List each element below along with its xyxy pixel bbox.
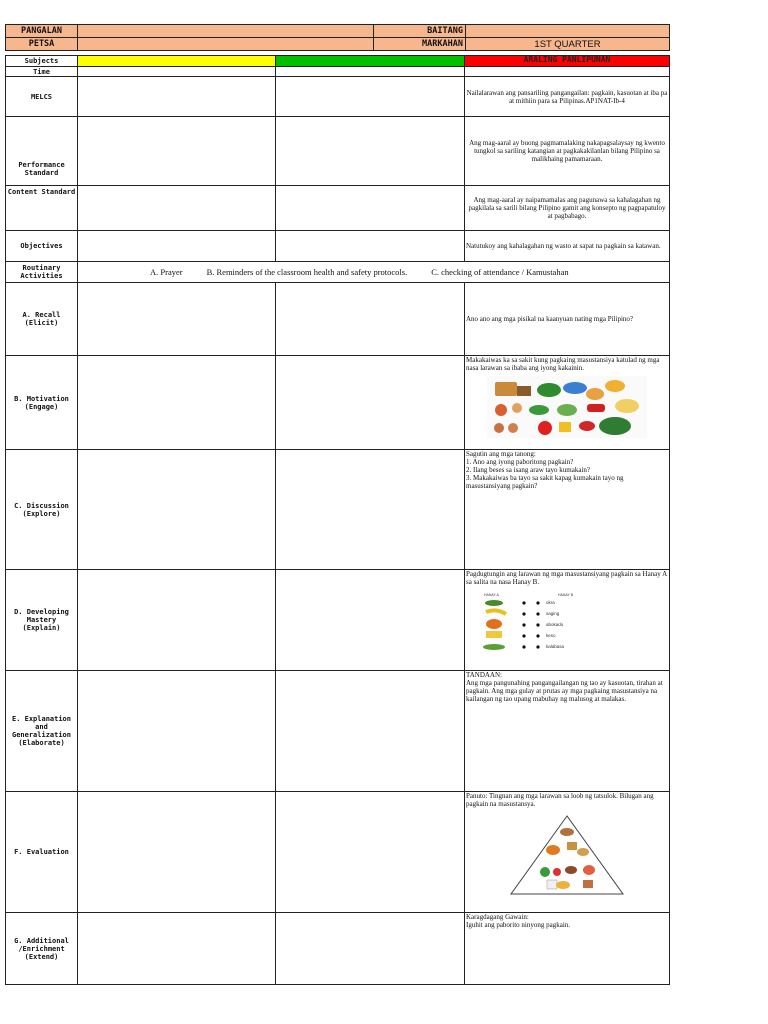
melcs-text: Nailalarawan ang pansariling pangangailan: pagkain, kasuotan at iba pa at mithiin para sa Pilipinas.AP1NAT-Ib-4	[465, 77, 670, 117]
content-standard-cell-1[interactable]	[78, 186, 276, 231]
objectives-label: Objectives	[6, 231, 78, 262]
objectives-cell-1[interactable]	[78, 231, 276, 262]
routine-reminders: B. Reminders of the classroom health and safety protocols.	[206, 267, 408, 277]
lesson-plan-table	[5, 55, 670, 985]
additional-intro: Karagdagang Gawain:	[466, 913, 529, 921]
evaluation-row	[6, 792, 670, 913]
performance-cell-2[interactable]	[276, 117, 465, 186]
word-abokado: abokado	[546, 622, 564, 627]
subjects-label: Subjects	[6, 56, 78, 67]
developing-row	[6, 570, 670, 671]
objectives-cell-2[interactable]	[276, 231, 465, 262]
pangalan-label: PANGALAN	[6, 25, 78, 38]
time-cell-2[interactable]	[276, 67, 465, 77]
subject-2-cell[interactable]	[276, 56, 465, 67]
markahan-value: 1ST QUARTER	[466, 38, 670, 51]
subject-1-cell[interactable]	[78, 56, 276, 67]
time-label: Time	[6, 67, 78, 77]
evaluation-cell-1[interactable]	[78, 792, 276, 913]
healthy-food-image	[487, 376, 647, 438]
motivation-row	[6, 356, 670, 450]
subjects-row	[6, 56, 670, 67]
additional-text: Iguhit ang paborito ninyong pagkain.	[466, 921, 571, 929]
routine-prayer: A. Prayer	[150, 267, 183, 277]
evaluation-content	[465, 792, 670, 913]
recall-cell-2[interactable]	[276, 283, 465, 356]
explanation-label: E. Explanation and Generalization (Elaborate)	[6, 671, 78, 792]
motivation-text: Makakaiwas ka sa sakit kung pagkaing masustansiya katulad ng mga nasa larawan sa ibaba ang iyong kakainin.	[466, 356, 660, 372]
word-okra: okra	[546, 600, 555, 605]
explanation-cell-2[interactable]	[276, 671, 465, 792]
evaluation-text: Panuto: Tingnan ang mga larawan sa loob ng tatsulok. Bilugan ang pagkain na masustansya.	[466, 792, 654, 808]
performance-label: Performance Standard	[6, 117, 78, 186]
additional-content	[465, 913, 670, 985]
avocado-icon	[483, 644, 505, 650]
motivation-cell-2[interactable]	[276, 356, 465, 450]
hanay-b-label: HANAY B	[558, 593, 574, 597]
explanation-cell-1[interactable]	[78, 671, 276, 792]
cheese-icon	[486, 631, 502, 638]
time-cell-3[interactable]	[465, 67, 670, 77]
squash-icon	[486, 619, 502, 629]
routine-attendance: C. checking of attendance / Kamustahan	[431, 267, 569, 277]
hanay-a-label: HANAY A	[484, 593, 499, 597]
explanation-text: Ang mga pangunahing pangangailangan ng tao ay kasuotan, tirahan at pagkain. Ang mga gulay at prutas ay mga pagkaing masustansiya na kailangan ng tao upang mabuhay ng malusog at malakas.	[466, 679, 663, 703]
additional-cell-1[interactable]	[78, 913, 276, 985]
leafy-greens-icon	[537, 383, 561, 397]
motivation-content	[465, 356, 670, 450]
developing-cell-2[interactable]	[276, 570, 465, 671]
discussion-label: C. Discussion (Explore)	[6, 450, 78, 570]
broccoli-icon	[599, 417, 631, 435]
objectives-row	[6, 231, 670, 262]
performance-cell-1[interactable]	[78, 117, 276, 186]
developing-text: Pagdugtungin ang larawan ng mga masustansiyang pagkain sa Hanay A sa salita na nasa Hanay B.	[466, 570, 667, 586]
performance-text: Ang mag-aaral ay buong pagmamalaking nakapagsalaysay ng kwento tungkol sa sariling katangian at pagkakakilanlan bilang Pilipino sa malikhaing pamamaraan.	[465, 117, 670, 186]
banana-icon	[486, 610, 506, 614]
content-standard-cell-2[interactable]	[276, 186, 465, 231]
discussion-cell-2[interactable]	[276, 450, 465, 570]
word-saging: saging	[546, 611, 560, 616]
melcs-cell-2[interactable]	[276, 77, 465, 117]
melcs-label: MELCS	[6, 77, 78, 117]
subject-3-cell: ARALING PANLIPUNAN	[465, 56, 670, 67]
evaluation-cell-2[interactable]	[276, 792, 465, 913]
content-standard-row	[6, 186, 670, 231]
motivation-label: B. Motivation (Engage)	[6, 356, 78, 450]
melcs-cell-1[interactable]	[78, 77, 276, 117]
additional-row	[6, 913, 670, 985]
bread-icon	[495, 382, 517, 396]
recall-label: A. Recall (Elicit)	[6, 283, 78, 356]
fish-icon	[563, 382, 587, 394]
evaluation-label: F. Evaluation	[6, 792, 78, 913]
explanation-row	[6, 671, 670, 792]
discussion-intro: Sagutin ang mga tanong:	[466, 450, 536, 458]
petsa-label: PETSA	[6, 38, 78, 51]
baitang-label: BAITANG	[374, 25, 466, 38]
routinary-row	[6, 262, 670, 283]
matching-exercise-image	[466, 590, 666, 656]
okra-icon	[485, 600, 503, 606]
discussion-content	[465, 450, 670, 570]
objectives-text: Natutukoy ang kahalagahan ng wasto at sapat na pagkain sa katawan.	[465, 231, 670, 262]
routinary-activities	[78, 262, 670, 283]
routinary-label: Routinary Activities	[6, 262, 78, 283]
performance-row	[6, 117, 670, 186]
word-keso: keso	[546, 633, 556, 638]
explanation-content	[465, 671, 670, 792]
time-cell-1[interactable]	[78, 67, 276, 77]
developing-content	[465, 570, 670, 671]
word-kalabasa: kalabasa	[546, 644, 565, 649]
recall-text: Ano ano ang mga pisikal na kaanyuan nating mga Pilipino?	[465, 283, 670, 356]
discussion-q2: 2. Ilang beses sa isang araw tayo kumakain?	[466, 466, 591, 474]
discussion-cell-1[interactable]	[78, 450, 276, 570]
discussion-q3: 3. Makakaiwas ba tayo sa sakit kapag kumakain tayo ng masustansiyang pagkain?	[466, 474, 624, 490]
additional-cell-2[interactable]	[276, 913, 465, 985]
markahan-label: MARKAHAN	[374, 38, 466, 51]
recall-cell-1[interactable]	[78, 283, 276, 356]
pangalan-field[interactable]	[78, 25, 374, 38]
food-pyramid-image	[507, 812, 627, 898]
content-standard-text: Ang mag-aaral ay naipamamalas ang pagunawa sa kahalagahan ng pagkilala sa sarili bilang Pilipino gamit ang konsepto ng pagpapatuloy at pagbabago.	[465, 186, 670, 231]
motivation-cell-1[interactable]	[78, 356, 276, 450]
developing-label: D. Developing Mastery (Explain)	[6, 570, 78, 671]
discussion-row	[6, 450, 670, 570]
petsa-field[interactable]	[78, 38, 374, 51]
developing-cell-1[interactable]	[78, 570, 276, 671]
time-row	[6, 67, 670, 77]
header-table	[5, 24, 670, 51]
baitang-field[interactable]	[466, 25, 670, 38]
melcs-row	[6, 77, 670, 117]
apple-icon	[538, 421, 552, 435]
recall-row	[6, 283, 670, 356]
additional-label: G. Additional /Enrichment (Extend)	[6, 913, 78, 985]
tandaan-heading: TANDAAN:	[466, 671, 502, 679]
discussion-q1: 1. Ano ang iyong paboritong pagkain?	[466, 458, 574, 466]
content-standard-label: Content Standard	[6, 186, 78, 231]
